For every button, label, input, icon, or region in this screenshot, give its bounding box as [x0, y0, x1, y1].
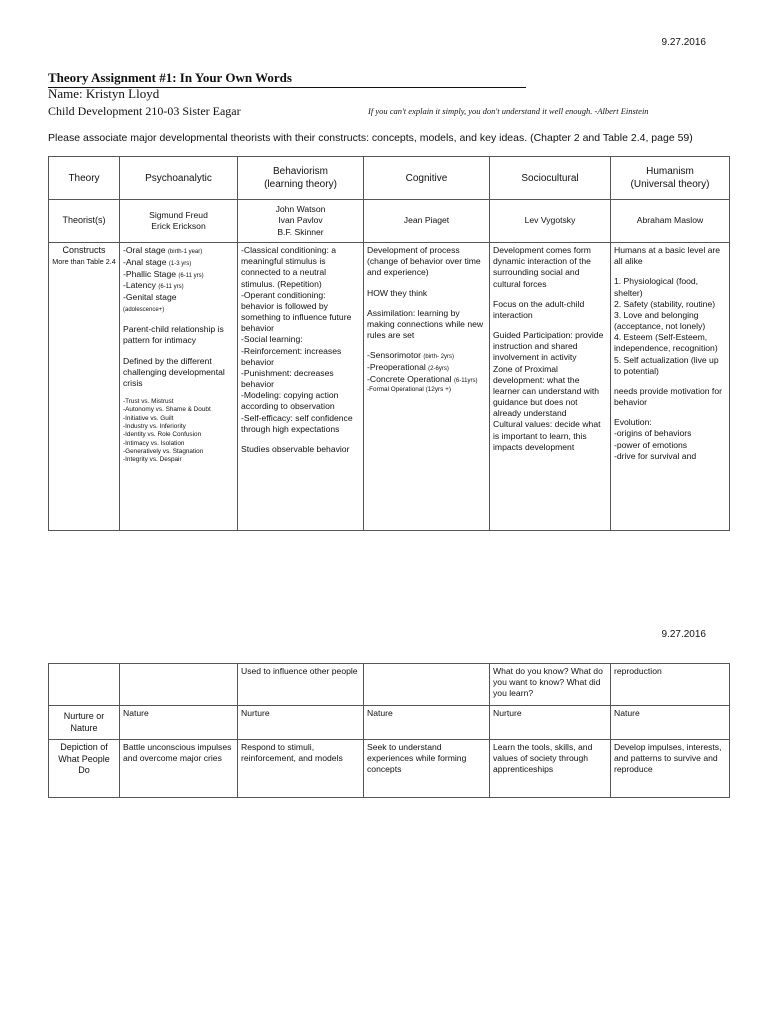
- crisis-item: -Initiative vs. Guilt: [123, 414, 174, 422]
- student-name: Name: Kristyn Lloyd: [48, 86, 160, 101]
- behaviorism-item: -Punishment: decreases behavior: [241, 367, 334, 390]
- stage-name: -Preoperational: [367, 362, 429, 372]
- header-sociocultural: Sociocultural: [490, 157, 611, 200]
- nurture-cognitive: Nature: [364, 706, 490, 740]
- header-behaviorism: [238, 157, 364, 200]
- stage-age: (2-6yrs): [428, 366, 449, 372]
- stage-name: -Genital stage: [123, 292, 177, 303]
- behaviorism-item: -Classical conditioning: a meaningful stimulus is connected to a neutral stimulus. (Repetition): [241, 245, 337, 289]
- theorist-erickson: Erick Erickson: [151, 221, 206, 231]
- sociocultural-values: Cultural values: decide what is important to learn, this impacts development: [493, 419, 601, 452]
- constructs-cognitive: [364, 243, 490, 531]
- instructions: Please associate major developmental theorists with their constructs: concepts, models, and key ideas. (Chapter 2 and Table 2.4, page 59): [48, 132, 693, 144]
- crisis-item: -Identity vs. Role Confusion: [123, 431, 202, 439]
- stage-name: -Sensorimotor: [367, 350, 424, 361]
- constructs-behaviorism: [238, 243, 364, 531]
- theorists-behaviorism: [238, 200, 364, 243]
- crisis-item: -Generatively vs. Stagnation: [123, 447, 204, 455]
- nurture-sociocultural: Nurture: [490, 706, 611, 740]
- crisis-item: -Integrity vs. Despair: [123, 456, 182, 464]
- sociocultural-focus: Focus on the adult-child interaction: [493, 298, 585, 320]
- theorists-row: [49, 200, 730, 243]
- header-humanism: [611, 157, 730, 200]
- theorists-humanism: Abraham Maslow: [611, 200, 730, 243]
- stage-item: [367, 350, 486, 362]
- theorists-cognitive: Jean Piaget: [364, 200, 490, 243]
- crisis-item: -Trust vs. Mistrust: [123, 398, 174, 406]
- nurture-label: Nurture or Nature: [49, 706, 120, 740]
- header-behaviorism-sub: (learning theory): [264, 179, 337, 190]
- behaviorism-item: -Operant conditioning: behavior is followed by something to influence future behavior: [241, 289, 352, 334]
- stage-age: (1-3 yrs): [168, 260, 192, 267]
- constructs-psychoanalytic: [120, 243, 238, 531]
- sociocultural-zpd: Zone of Proximal development: what the learner can understand with guidance but does not already understand: [493, 363, 600, 419]
- stage-age: (6-11 yrs): [178, 272, 204, 279]
- needs-item: 4. Esteem (Self-Esteem, independence, recognition): [614, 332, 718, 354]
- evolution-item: -origins of behaviors: [614, 428, 692, 439]
- needs-item: 1. Physiological (food, shelter): [614, 276, 699, 298]
- stage-formal: -Formal Operational (12yrs +): [367, 385, 451, 393]
- depiction-humanism: Develop impulses, interests, and patterns to survive and reproduce: [611, 740, 730, 798]
- theorist-watson: John Watson: [275, 204, 326, 215]
- stage-list: [123, 245, 234, 315]
- stage-item: [367, 362, 486, 374]
- constructs-label: [49, 243, 120, 531]
- stage-age: (adolescence+): [123, 307, 165, 314]
- behaviorism-item: -Self-efficacy: self confidence through high expectations: [241, 412, 353, 434]
- cognitive-process: Development of process (change of behavior over time and experience): [367, 245, 481, 278]
- stage-item: [123, 269, 234, 281]
- assignment-title: Theory Assignment #1: In Your Own Words: [48, 70, 526, 88]
- stage-name: -Concrete Operational: [367, 373, 454, 384]
- needs-item: 2. Safety (stability, routine): [614, 298, 716, 309]
- depiction-cognitive: Seek to understand experiences while forming concepts: [364, 740, 490, 798]
- evolution-label: Evolution:: [614, 417, 652, 428]
- header-row: [49, 157, 730, 200]
- theorist-pavlov: Ivan Pavlov: [278, 215, 323, 226]
- continued-behaviorism: Used to influence other people: [238, 664, 364, 706]
- constructs-sub: More than Table 2.4: [52, 256, 116, 266]
- stage-name: -Latency: [123, 280, 159, 291]
- needs-item: 3. Love and belonging (acceptance, not lonely): [614, 309, 706, 332]
- behaviorism-summary: Studies observable behavior: [241, 443, 350, 454]
- stage-item: [123, 257, 234, 269]
- theorist-skinner: B.F. Skinner: [277, 226, 324, 237]
- crisis-note: Defined by the different challenging developmental crisis: [123, 355, 225, 388]
- depiction-behaviorism: Respond to stimuli, reinforcement, and models: [238, 740, 364, 798]
- stage-name: -Anal stage: [123, 256, 169, 267]
- theory-table: [48, 156, 730, 531]
- stage-name: -Phallic Stage: [123, 268, 179, 279]
- continued-cognitive: [364, 664, 490, 706]
- theorist-freud: Sigmund Freud: [149, 209, 208, 220]
- depiction-row: [49, 740, 730, 798]
- stage-item: [123, 245, 234, 257]
- stage-item: [123, 280, 234, 292]
- cognitive-how: HOW they think: [367, 287, 428, 298]
- constructs-sociocultural: [490, 243, 611, 531]
- humanism-motivation: needs provide motivation for behavior: [614, 385, 722, 408]
- date-page-2: 9.27.2016: [661, 629, 706, 640]
- depiction-label: Depiction of What People Do: [49, 740, 120, 798]
- nurture-behaviorism: Nurture: [238, 706, 364, 740]
- continued-row: [49, 664, 730, 706]
- behaviorism-item: -Reinforcement: increases behavior: [241, 345, 342, 367]
- stage-age: (birth- 2yrs): [423, 354, 455, 361]
- stage-age: (6-11 yrs): [158, 284, 184, 291]
- stage-item: [367, 374, 486, 386]
- theorists-psychoanalytic: [120, 200, 238, 243]
- constructs-row: [49, 243, 730, 531]
- continued-humanism: reproduction: [611, 664, 730, 706]
- crisis-list: [123, 398, 234, 465]
- constructs-title: Constructs: [62, 245, 106, 255]
- einstein-quote: If you can't explain it simply, you don't understand it well enough. -Albert Einstein: [368, 106, 649, 116]
- theorists-sociocultural: Lev Vygotsky: [490, 200, 611, 243]
- evolution-item: -drive for survival and: [614, 450, 697, 461]
- constructs-humanism: [611, 243, 730, 531]
- header-cognitive: Cognitive: [364, 157, 490, 200]
- behaviorism-item: -Modeling: copying action according to observation: [241, 390, 339, 412]
- stage-age: (birth-1 year): [167, 249, 203, 255]
- evolution-item: -power of emotions: [614, 439, 688, 450]
- course-name: Child Development 210-03 Sister Eagar: [48, 104, 241, 118]
- depiction-psychoanalytic: Battle unconscious impulses and overcome major cries: [120, 740, 238, 798]
- stage-name: -Oral stage: [123, 245, 168, 255]
- sociocultural-development: Development comes form dynamic interaction of the surrounding social and cultural forces: [493, 245, 591, 289]
- stage-age: (6-11yrs): [453, 377, 478, 384]
- continued-label: [49, 664, 120, 706]
- date-page-1: 9.27.2016: [661, 37, 706, 48]
- nurture-psychoanalytic: Nature: [120, 706, 238, 740]
- nurture-humanism: Nature: [611, 706, 730, 740]
- continued-sociocultural: What do you know? What do you want to know? What did you learn?: [490, 664, 611, 706]
- crisis-item: -Autonomy vs. Shame & Doubt: [123, 406, 211, 414]
- needs-item: 5. Self actualization (live up to potential): [614, 354, 719, 376]
- nurture-row: [49, 706, 730, 740]
- depiction-sociocultural: Learn the tools, skills, and values of society through apprenticeships: [490, 740, 611, 798]
- header-theory: Theory: [49, 157, 120, 200]
- sociocultural-guided: Guided Participation: provide instruction and shared involvement in activity: [493, 330, 604, 363]
- behaviorism-item: -Social learning:: [241, 334, 303, 345]
- continued-psychoanalytic: [120, 664, 238, 706]
- parent-child-note: Parent-child relationship is pattern for intimacy: [123, 324, 224, 346]
- crisis-item: -Intimacy vs. Isolation: [123, 439, 185, 447]
- crisis-item: -Industry vs. Inferiority: [123, 423, 186, 430]
- header-psychoanalytic: Psychoanalytic: [120, 157, 238, 200]
- header-behaviorism-title: Behaviorism: [272, 166, 329, 177]
- theorists-label: Theorist(s): [49, 200, 120, 243]
- humanism-intro: Humans at a basic level are all alike: [614, 245, 721, 267]
- theory-table-continued: [48, 663, 730, 798]
- header-humanism-title: Humanism: [646, 166, 694, 177]
- stage-item: [123, 292, 234, 315]
- cognitive-assimilation: Assimilation: learning by making connections while new rules are set: [367, 307, 484, 341]
- header-humanism-sub: (Universal theory): [630, 179, 710, 190]
